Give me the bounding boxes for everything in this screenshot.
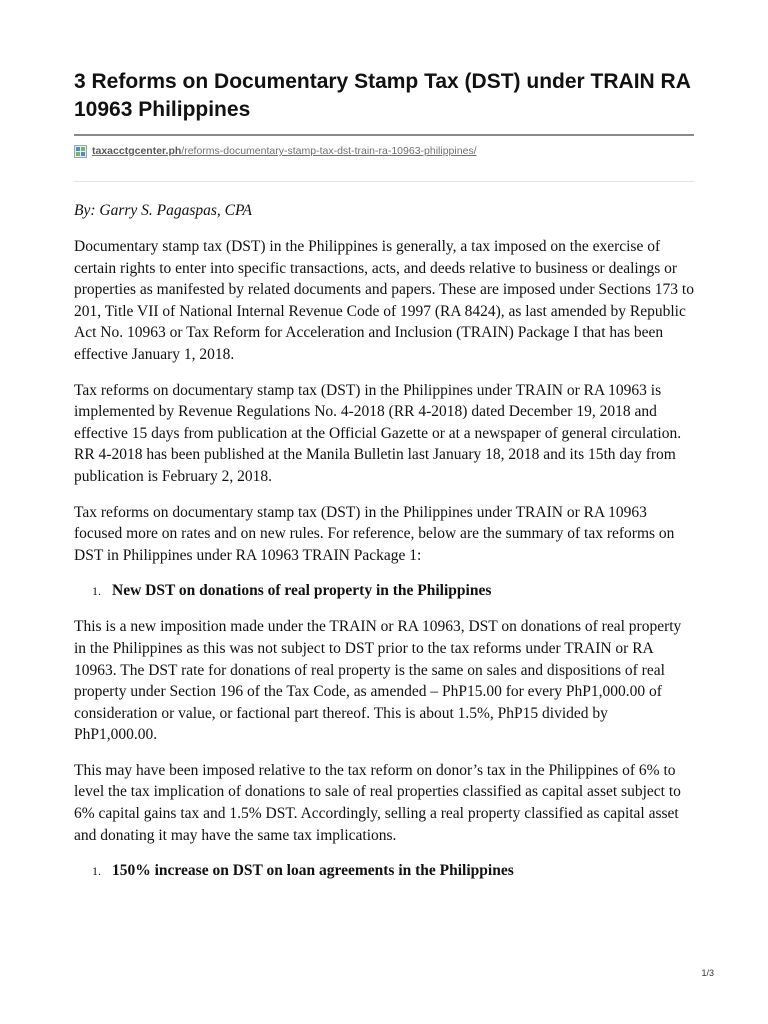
title-divider	[74, 134, 694, 136]
list-number: 1.	[92, 864, 101, 879]
header-separator	[74, 181, 694, 182]
list-item-section-2	[74, 860, 694, 882]
section-heading: New DST on donations of real property in the Philippines	[112, 582, 492, 600]
source-link-row[interactable]	[74, 143, 694, 159]
intro-paragraph-2: Tax reforms on documentary stamp tax (DST) in the Philippines under TRAIN or RA 10963 is implemented by Revenue Regulations No. 4-2018 (RR 4-2018) dated December 19, 2018 and effective 15 days from publication at the Official Gazette or at a newspaper of general circulation. RR 4-2018 has been published at the Manila Bulletin last January 18, 2018 and its 15th day from publication is February 2, 2018.	[74, 381, 682, 485]
list-number: 1.	[92, 584, 101, 599]
source-url-link[interactable]	[92, 145, 477, 157]
list-item-section-1	[74, 580, 694, 602]
section-1-paragraph-1: This is a new imposition made under the TRAIN or RA 10963, DST on donations of real property in the Philippines as this was not subject to DST prior to the tax reforms under TRAIN or RA 10963. The DST rate for donations of real property is the same on sales and dispositions of real property under Section 196 of the Tax Code, as amended – PhP15.00 for every PhP1,000.00 of consideration or value, or factional part thereof. This is about 1.5%, PhP15 divided by PhP1,000.00.	[74, 618, 682, 744]
source-domain: taxacctgcenter.ph	[92, 145, 182, 157]
section-heading: 150% increase on DST on loan agreements in the Philippines	[112, 862, 514, 880]
section-1-paragraph-2: This may have been imposed relative to the tax reform on donor’s tax in the Philippines of 6% to level the tax implication of donations to sale of real properties classified as capital asset subject to 6% capital gains tax and 1.5% DST. Accordingly, selling a real property classified as capital asset and donating it may have the same tax implications.	[74, 761, 681, 844]
document-page	[74, 68, 694, 882]
page-number: 1/3	[701, 968, 714, 978]
author-byline: By: Garry S. Pagaspas, CPA	[74, 202, 252, 219]
source-path: /reforms-documentary-stamp-tax-dst-train-ra-10963-philippines/	[181, 145, 477, 157]
site-favicon-icon	[74, 145, 87, 158]
page-title: 3 Reforms on Documentary Stamp Tax (DST) under TRAIN RA 10963 Philippines	[74, 70, 691, 121]
intro-paragraph-1: Documentary stamp tax (DST) in the Philippines is generally, a tax imposed on the exercise of certain rights to enter into specific transactions, acts, and deeds relative to business or dealings or properties as manifested by related documents and papers. These are imposed under Sections 173 to 201, Title VII of National Internal Revenue Code of 1997 (RA 8424), as last amended by Republic Act No. 10963 or Tax Reform for Acceleration and Inclusion (TRAIN) Package I that has been effective January 1, 2018.	[74, 238, 694, 363]
intro-paragraph-3: Tax reforms on documentary stamp tax (DST) in the Philippines under TRAIN or RA 10963 focused more on rates and on new rules. For reference, below are the summary of tax reforms on DST in Philippines under RA 10963 TRAIN Package 1:	[74, 503, 675, 564]
